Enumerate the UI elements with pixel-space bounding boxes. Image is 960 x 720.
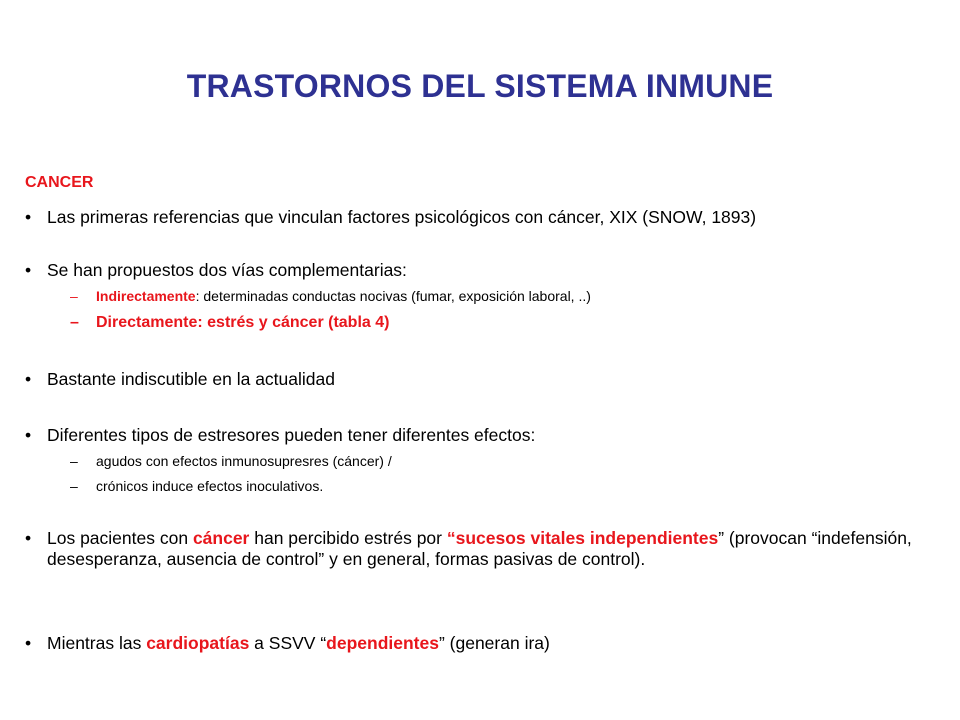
text-segment: Los pacientes con bbox=[47, 528, 193, 548]
sub-dash: – bbox=[70, 288, 78, 304]
bullet-dot: • bbox=[25, 425, 32, 445]
bullet-text: Las primeras referencias que vinculan factores psicológicos con cáncer, XIX (SNOW, 1893) bbox=[47, 207, 757, 227]
highlight-text: Indirectamente bbox=[96, 288, 196, 304]
bullet-text: Se han propuestos dos vías complementarias: bbox=[47, 260, 407, 280]
section-label: CANCER bbox=[25, 174, 94, 191]
highlight-text: dependientes bbox=[326, 633, 439, 653]
text-segment: ” (generan ira) bbox=[438, 633, 550, 653]
bullet-text: Bastante indiscutible en la actualidad bbox=[47, 369, 335, 389]
sub-text: crónicos induce efectos inoculativos. bbox=[96, 478, 324, 494]
bullet-dot: • bbox=[25, 528, 32, 548]
text-segment: han percibido estrés por bbox=[249, 528, 447, 548]
bullet-dot: • bbox=[25, 207, 32, 227]
sub-text-rest: : determinadas conductas nocivas (fumar, exposición laboral, ..) bbox=[195, 288, 591, 304]
bullet-dot: • bbox=[25, 369, 32, 389]
text-segment: Mientras las bbox=[47, 633, 147, 653]
highlight-text: cardiopatías bbox=[146, 633, 250, 653]
bullet-dot: • bbox=[25, 260, 32, 280]
highlight-text: cáncer bbox=[192, 528, 250, 548]
sub-text bbox=[96, 287, 926, 305]
text-segment: ” (provocan “indefensión, desesperanza, ausencia de control” y en general, formas pasivas de control). bbox=[47, 528, 912, 569]
bullet-text: Diferentes tipos de estresores pueden tener diferentes efectos: bbox=[47, 425, 536, 445]
bullet-dot: • bbox=[25, 633, 32, 653]
sub-dash: – bbox=[70, 478, 78, 494]
sub-dash: – bbox=[70, 453, 78, 469]
slide-title: TRASTORNOS DEL SISTEMA INMUNE bbox=[186, 68, 774, 104]
bullet-text bbox=[47, 633, 927, 654]
sub-text: Directamente: estrés y cáncer (tabla 4) bbox=[96, 314, 390, 331]
sub-text: agudos con efectos inmunosupresres (cáncer) / bbox=[96, 453, 392, 469]
highlight-text: “sucesos vitales independientes bbox=[446, 528, 719, 548]
bullet-text bbox=[47, 528, 927, 570]
text-segment: a SSVV “ bbox=[249, 633, 327, 653]
sub-dash: – bbox=[70, 314, 79, 331]
